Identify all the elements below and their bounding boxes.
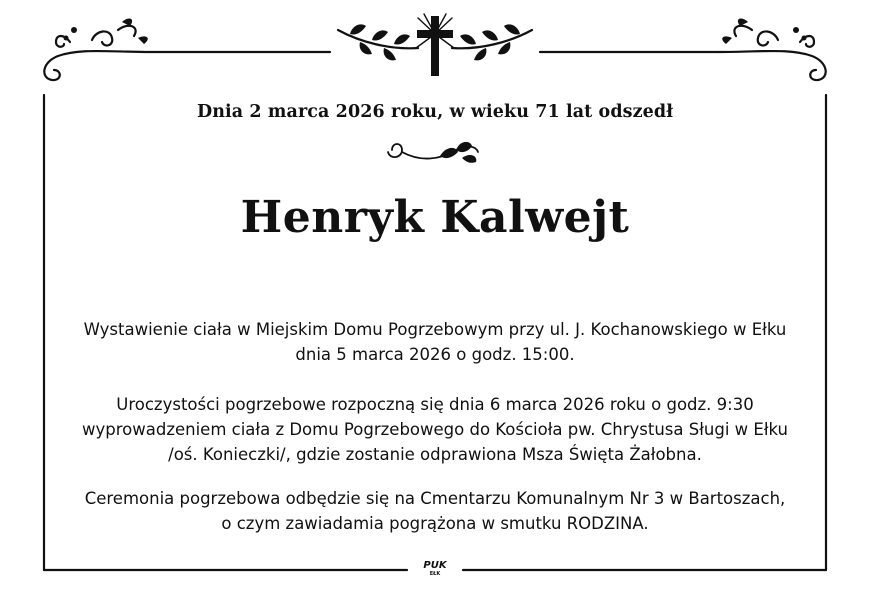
logo-main-text: PUK — [423, 560, 447, 571]
cross-icon — [416, 14, 454, 76]
burial-paragraph: Ceremonia pogrzebowa odbędzie się na Cmentarzu Komunalnym Nr 3 w Bartoszach, o czym zawiadamia pogrążona w smutku RODZINA. — [84, 489, 786, 533]
publisher-logo — [412, 561, 458, 577]
laurel-branch-icon — [452, 24, 532, 60]
ceremony-paragraph: Uroczystości pogrzebowe rozpoczną się dnia 6 marca 2026 roku o godz. 9:30 wyprowadzeniem ciała z Domu Pogrzebowego do Kościoła pw. Chrystusa Sługi w Ełku /oś. Konieczki/, gdzie zostanie odprawiona Msza Święta Żałobna. — [81, 395, 789, 464]
laurel-branch-icon — [338, 24, 418, 60]
corner-swirl-icon — [44, 19, 150, 81]
flourish-ornament-icon — [388, 142, 478, 163]
deceased-name: Henryk Kalwejt — [240, 192, 630, 243]
viewing-paragraph: Wystawienie ciała w Miejskim Domu Pogrzebowym przy ul. J. Kochanowskiego w Ełku dnia 5 marca 2026 o godz. 15:00. — [83, 320, 787, 364]
death-announcement: Dnia 2 marca 2026 roku, w wieku 71 lat odszedł — [196, 102, 674, 122]
corner-swirl-icon — [720, 19, 826, 81]
logo-sub-text: EŁK — [429, 571, 441, 577]
